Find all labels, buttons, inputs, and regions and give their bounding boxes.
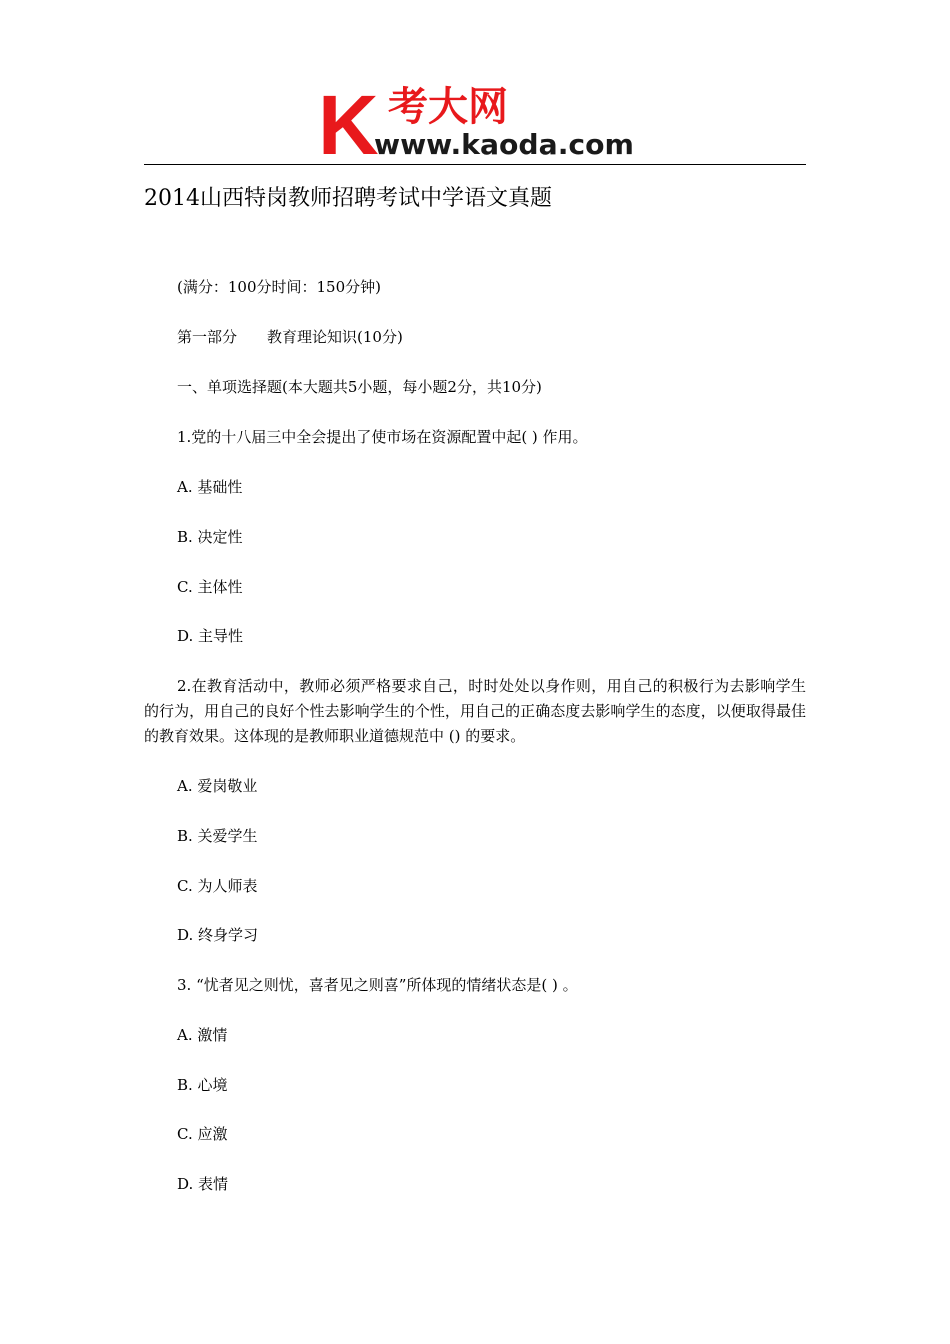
section-heading: 一、单项选择题(本大题共5小题，每小题2分，共10分) (177, 378, 542, 396)
question-stem: 1.党的十八届三中全会提出了使市场在资源配置中起( ) 作用。 (177, 428, 588, 446)
logo-k-letter: K (318, 80, 379, 160)
question-stem: 3. “忧者见之则忧，喜者见之则喜”所体现的情绪状态是( ) 。 (177, 976, 578, 994)
document-title: 2014山西特岗教师招聘考试中学语文真题 (144, 186, 552, 211)
exam-meta: (满分：100分时间：150分钟) (177, 278, 381, 296)
answer-option: B. 关爱学生 (177, 827, 258, 845)
kaoda-logo (318, 80, 638, 160)
answer-option: C. 应激 (177, 1125, 228, 1143)
part-label: 第一部分 (177, 328, 238, 346)
header-divider (144, 164, 806, 165)
answer-option: B. 心境 (177, 1076, 228, 1094)
kaoda-logo-graphic (318, 80, 638, 160)
answer-option: C. 为人师表 (177, 877, 258, 895)
answer-option: A. 基础性 (177, 478, 243, 496)
answer-option: C. 主体性 (177, 578, 243, 596)
logo-url-text: www.kaoda.com (374, 128, 634, 160)
answer-option: D. 主导性 (177, 627, 244, 645)
logo-cn-text: 考大网 (388, 84, 508, 130)
answer-option: D. 表情 (177, 1175, 229, 1193)
answer-option: D. 终身学习 (177, 926, 259, 944)
answer-option: A. 爱岗敬业 (177, 777, 258, 795)
answer-option: A. 激情 (177, 1026, 228, 1044)
part-name: 教育理论知识(10分) (267, 328, 403, 346)
answer-option: B. 决定性 (177, 528, 243, 546)
question-stem: 2.在教育活动中，教师必须严格要求自己，时时处处以身作则，用自己的积极行为去影响学生的行为，用自己的良好个性去影响学生的个性，用自己的正确态度去影响学生的态度，以便取得最佳的教育效果。这体现的是教师职业道德规范中 () 的要求。 (144, 677, 806, 745)
part-heading (177, 327, 403, 347)
